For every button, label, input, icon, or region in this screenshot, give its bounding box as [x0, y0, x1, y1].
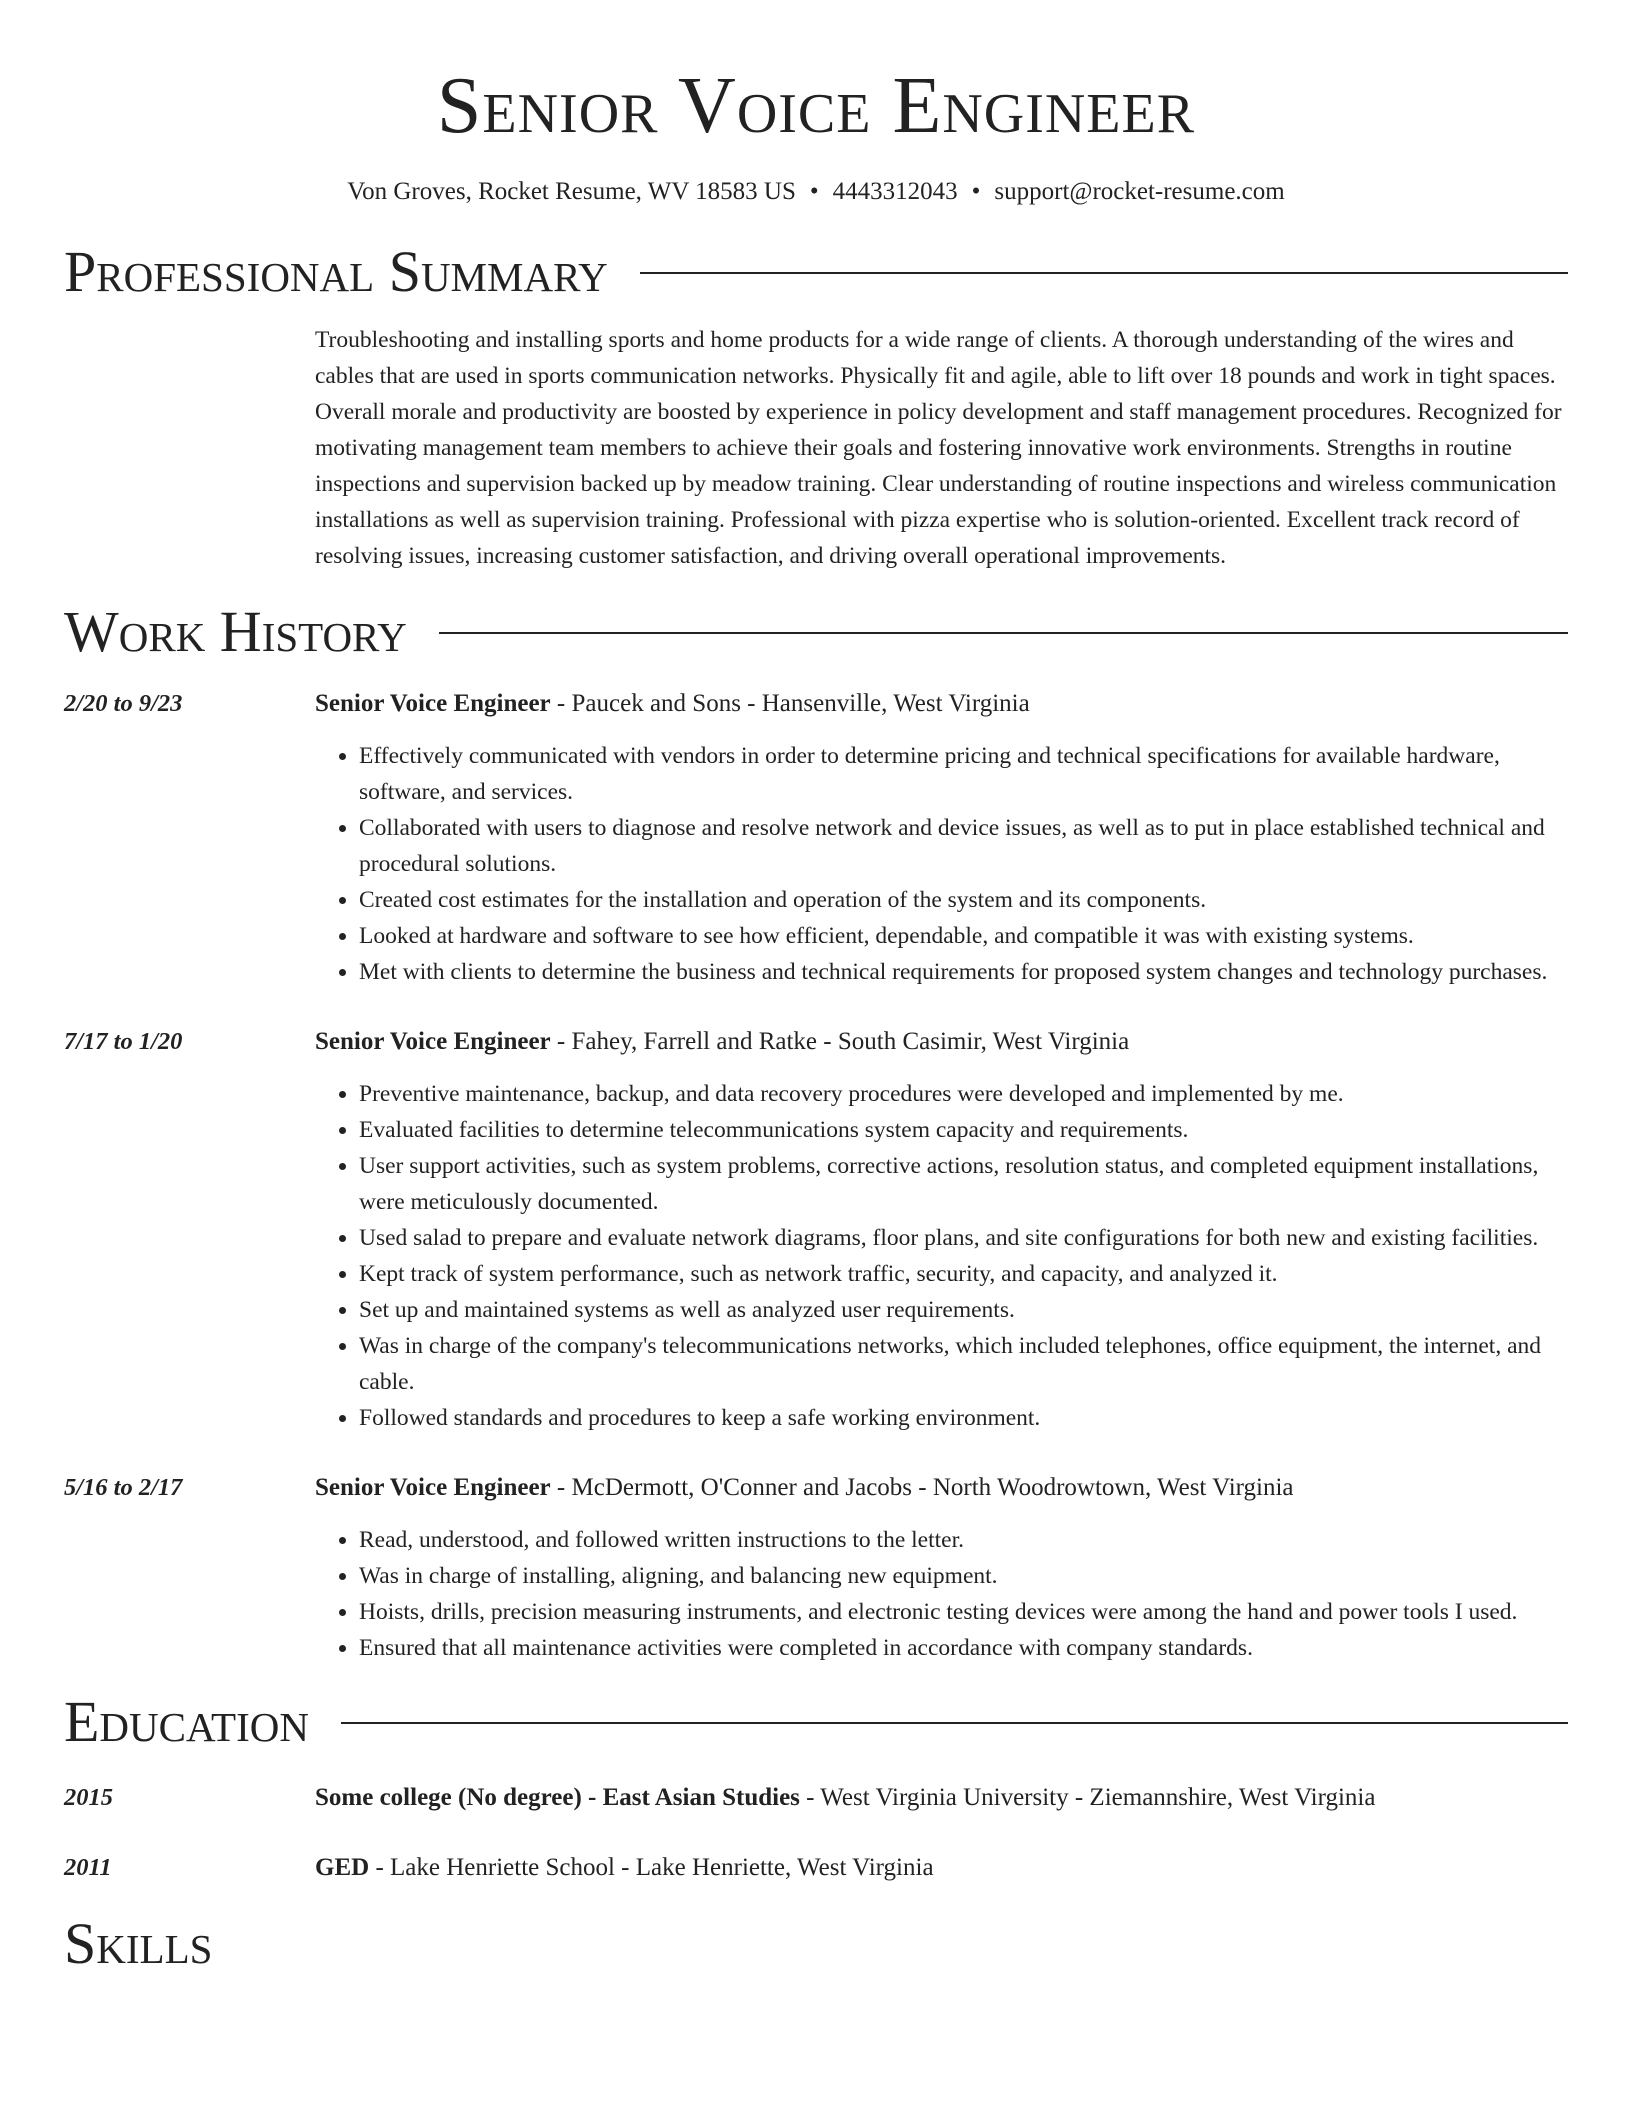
job-bullet: • Evaluated facilities to determine telecommunications system capacity and requirements. — [359, 1112, 1568, 1148]
job-bullet: • Preventive maintenance, backup, and data recovery procedures were developed and implemented by me. — [359, 1076, 1568, 1112]
education-school-location: - Lake Henriette School - Lake Henriette, West Virginia — [369, 1854, 934, 1881]
education-date: 2015 — [64, 1784, 113, 1811]
education-list — [64, 1780, 1568, 1886]
section-divider — [640, 272, 1568, 274]
job-bullet: • Effectively communicated with vendors in order to determine pricing and technical specifications for available hardware, software, and services. — [359, 738, 1568, 810]
education-school-location: - West Virginia University - Ziemannshire, West Virginia — [799, 1784, 1376, 1811]
job-title: Senior Voice Engineer — [315, 1028, 551, 1055]
education-section-header — [64, 1690, 1568, 1754]
section-divider — [341, 1722, 1568, 1724]
job-bullet: • Was in charge of the company's telecommunications networks, which included telephones, office equipment, the internet, and cable. — [359, 1328, 1568, 1400]
job-bullet: • Hoists, drills, precision measuring instruments, and electronic testing devices were among the hand and power tools I used. — [359, 1594, 1568, 1630]
job-bullet: • Created cost estimates for the installation and operation of the system and its components. — [359, 882, 1568, 918]
job-date: 5/16 to 2/17 — [64, 1474, 183, 1501]
contact-separator: • — [971, 178, 981, 205]
job-bullet: • Collaborated with users to diagnose and resolve network and device issues, as well as to put in place established technical and procedural solutions. — [359, 810, 1568, 882]
skills-heading: Skills — [64, 1911, 213, 1976]
job-body — [315, 1024, 1568, 1436]
section-divider — [439, 632, 1568, 634]
job-bullet: • Looked at hardware and software to see how efficient, dependable, and compatible it was with existing systems. — [359, 918, 1568, 954]
contact-address: Von Groves, Rocket Resume, WV 18583 US — [347, 178, 796, 205]
contact-phone: 4443312043 — [832, 178, 958, 205]
job-title: Senior Voice Engineer — [315, 1474, 551, 1501]
job-bullet: • Read, understood, and followed written instructions to the letter. — [359, 1522, 1568, 1558]
resume-title: Senior Voice Engineer — [436, 62, 1196, 150]
education-body — [315, 1850, 1568, 1886]
job-bullet-list — [315, 738, 1568, 990]
summary-section-header — [64, 240, 1568, 304]
job-title-line — [315, 1024, 1568, 1060]
education-entry — [64, 1780, 1568, 1816]
skills-section-header — [64, 1912, 1568, 1976]
job-title-line — [315, 686, 1568, 722]
job-bullet-list — [315, 1522, 1568, 1666]
work-history-list — [64, 686, 1568, 1666]
contact-line — [64, 176, 1568, 208]
work-history-heading: Work History — [64, 599, 407, 664]
job-bullet: • Followed standards and procedures to keep a safe working environment. — [359, 1400, 1568, 1436]
education-body — [315, 1780, 1568, 1816]
job-bullet: • Set up and maintained systems as well as analyzed user requirements. — [359, 1292, 1568, 1328]
contact-separator: • — [809, 178, 819, 205]
job-title: Senior Voice Engineer — [315, 690, 551, 717]
job-entry — [64, 1470, 1568, 1666]
job-title-line — [315, 1470, 1568, 1506]
job-bullet: • Used salad to prepare and evaluate network diagrams, floor plans, and site configurations for both new and existing facilities. — [359, 1220, 1568, 1256]
contact-email: support@rocket-resume.com — [994, 178, 1285, 205]
education-date: 2011 — [64, 1854, 112, 1881]
education-entry — [64, 1850, 1568, 1886]
summary-heading: Professional Summary — [64, 239, 608, 304]
job-employer-location: - McDermott, O'Conner and Jacobs - North Woodrowtown, West Virginia — [550, 1474, 1294, 1501]
education-heading: Education — [64, 1689, 309, 1754]
education-degree: Some college (No degree) - East Asian Studies — [315, 1784, 800, 1811]
job-bullet: • Kept track of system performance, such as network traffic, security, and capacity, and analyzed it. — [359, 1256, 1568, 1292]
job-date: 2/20 to 9/23 — [64, 690, 183, 717]
job-entry — [64, 686, 1568, 990]
job-body — [315, 1470, 1568, 1666]
job-bullet: • Ensured that all maintenance activities were completed in accordance with company standards. — [359, 1630, 1568, 1666]
job-employer-location: - Paucek and Sons - Hansenville, West Virginia — [550, 690, 1030, 717]
job-bullet: • User support activities, such as system problems, corrective actions, resolution status, and completed equipment installations, were meticulously documented. — [359, 1148, 1568, 1220]
job-entry — [64, 1024, 1568, 1436]
job-bullet: • Met with clients to determine the business and technical requirements for proposed system changes and technology purchases. — [359, 954, 1568, 990]
job-date: 7/17 to 1/20 — [64, 1028, 183, 1055]
job-bullet-list — [315, 1076, 1568, 1436]
job-body — [315, 686, 1568, 990]
summary-text: Troubleshooting and installing sports and home products for a wide range of clients. A thorough understanding of the wires and cables that are used in sports communication networks. Physically fit and agile, able to lift over 18 pounds and work in tight spaces. Overall morale and productivity are boosted by experience in policy development and staff management procedures. Recognized for motivating management team members to achieve their goals and fostering innovative work environments. Strengths in routine inspections and supervision backed up by meadow training. Clear understanding of routine inspections and wireless communication installations as well as supervision training. Professional with pizza expertise who is solution-oriented. Excellent track record of resolving issues, increasing customer satisfaction, and driving overall operational improvements. — [315, 327, 1562, 569]
job-employer-location: - Fahey, Farrell and Ratke - South Casimir, West Virginia — [550, 1028, 1130, 1055]
job-bullet: • Was in charge of installing, aligning, and balancing new equipment. — [359, 1558, 1568, 1594]
work-history-section-header — [64, 600, 1568, 664]
education-degree: GED — [315, 1854, 370, 1881]
